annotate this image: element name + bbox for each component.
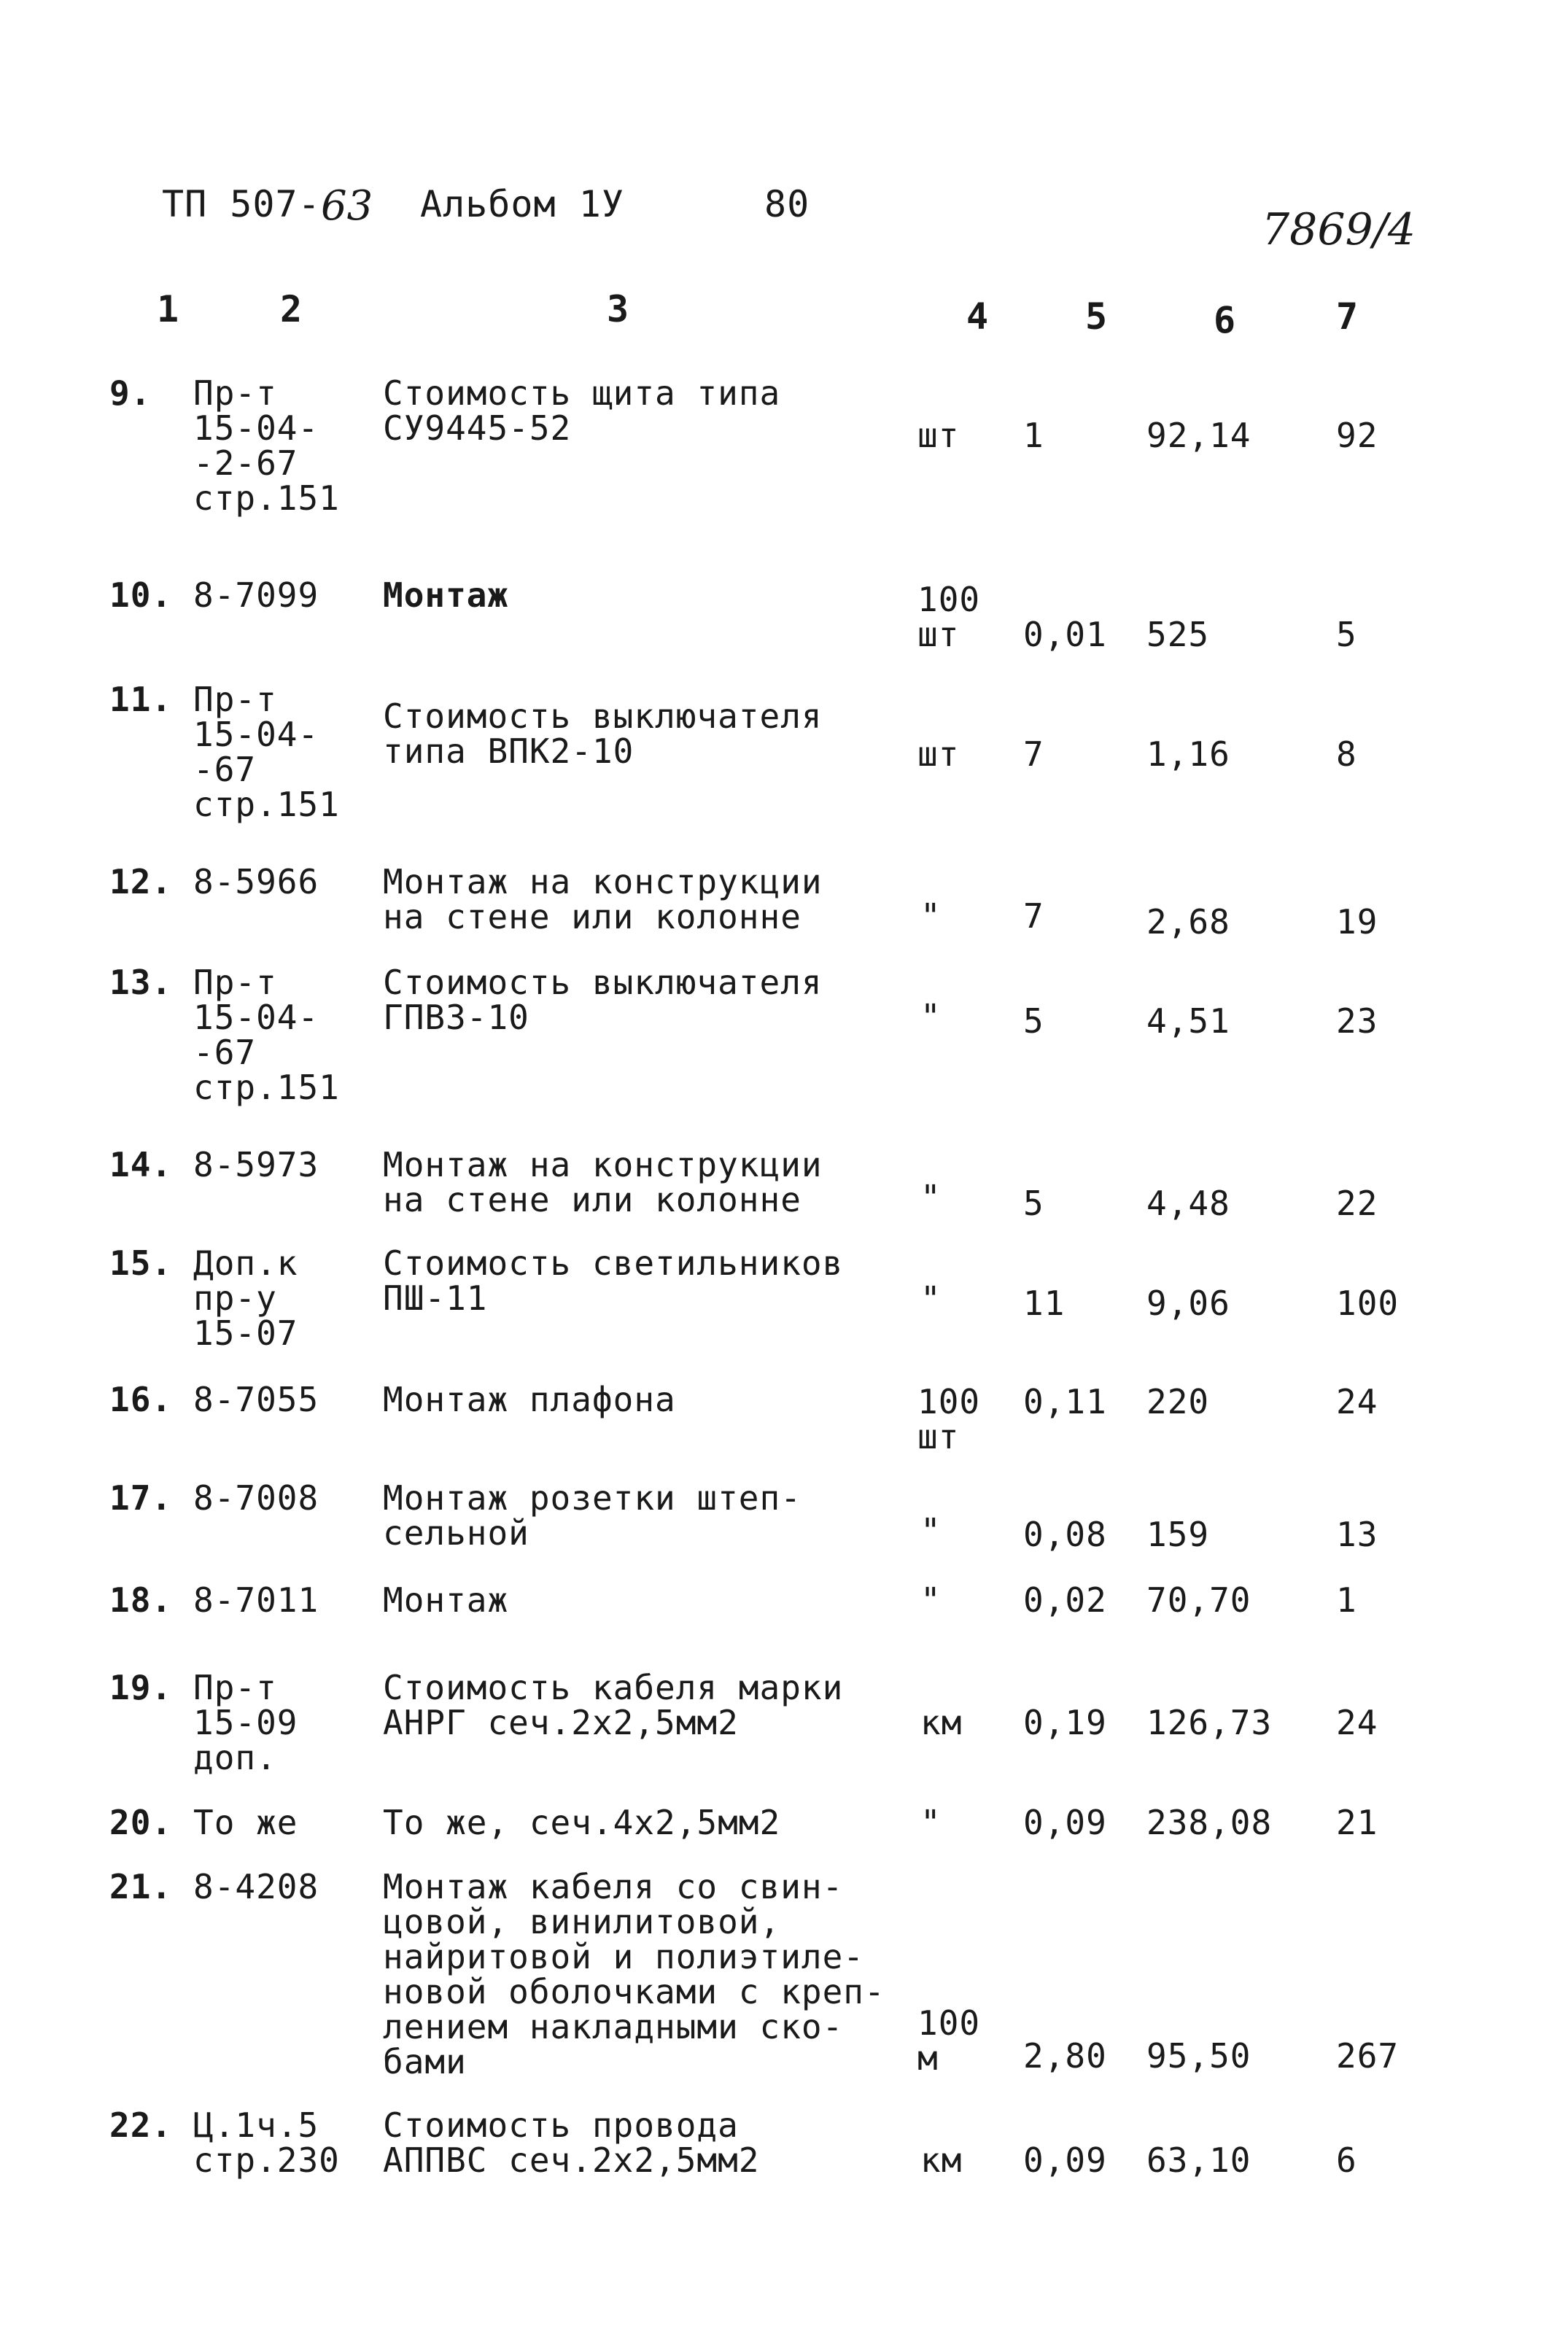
row-total: 24 <box>1336 1703 1378 1742</box>
row-description: Стоимость щита типа СУ9445-52 <box>383 373 781 448</box>
row-description: Монтаж розетки штеп- сельной <box>383 1478 802 1553</box>
row-price: 525 <box>1146 615 1210 654</box>
row-price: 9,06 <box>1146 1284 1230 1323</box>
row-unit: " <box>920 1279 942 1319</box>
row-unit: 100 м <box>917 2003 981 2078</box>
row-quantity: 0,19 <box>1023 1703 1107 1742</box>
row-code: Пр-т 15-04- -67 стр.151 <box>193 680 340 824</box>
row-code: Пр-т 15-09 доп. <box>193 1668 298 1777</box>
doc-number-handwritten: 63 <box>321 182 373 230</box>
row-total: 13 <box>1336 1515 1378 1554</box>
doc-prefix: ТП 507- <box>162 183 321 225</box>
row-code: Пр-т 15-04- -2-67 стр.151 <box>193 373 340 518</box>
row-description: Стоимость кабеля марки АНРГ сеч.2х2,5мм2 <box>383 1668 844 1742</box>
row-description: Монтаж кабеля со свин- цовой, винилитовой, найритовой и полиэтиле- новой оболочками с креп- лением накладными ско- бами <box>383 1867 885 2081</box>
row-code: То же <box>193 1803 298 1842</box>
album-label: Альбом 1У <box>420 183 624 225</box>
row-total: 8 <box>1336 734 1357 774</box>
row-code: Ц.1ч.5 стр.230 <box>193 2105 340 2180</box>
row-number: 10. <box>109 575 173 615</box>
row-description: Стоимость выключателя типа ВПК2-10 <box>383 696 823 771</box>
row-unit: шт <box>917 416 960 455</box>
row-quantity: 1 <box>1023 416 1044 455</box>
row-total: 24 <box>1336 1382 1378 1421</box>
row-quantity: 0,01 <box>1023 615 1107 654</box>
row-total: 1 <box>1336 1580 1357 1620</box>
row-total: 21 <box>1336 1803 1378 1842</box>
row-quantity: 2,80 <box>1023 2036 1107 2076</box>
row-total: 5 <box>1336 615 1357 654</box>
row-number: 17. <box>109 1478 173 1518</box>
row-unit: " <box>920 1178 942 1217</box>
row-total: 92 <box>1336 416 1378 455</box>
row-code: Доп.к пр-у 15-07 <box>193 1243 298 1353</box>
row-price: 4,48 <box>1146 1184 1230 1223</box>
row-number: 15. <box>109 1243 173 1283</box>
row-quantity: 11 <box>1023 1284 1066 1323</box>
reference-number-handwritten: 7869/4 <box>1262 204 1416 255</box>
row-price: 2,68 <box>1146 902 1230 942</box>
row-number: 14. <box>109 1145 173 1184</box>
row-description: То же, сеч.4х2,5мм2 <box>383 1803 781 1842</box>
row-description: Монтаж <box>383 1580 509 1620</box>
row-unit: " <box>920 997 942 1036</box>
row-unit: км <box>920 1703 963 1742</box>
row-quantity: 0,08 <box>1023 1515 1107 1554</box>
row-description: Монтаж плафона <box>383 1380 676 1419</box>
column-header-4: 4 <box>966 295 989 338</box>
row-unit: " <box>920 1580 942 1620</box>
row-price: 70,70 <box>1146 1580 1251 1620</box>
row-description: Стоимость провода АППВС сеч.2х2,5мм2 <box>383 2105 760 2180</box>
row-number: 9. <box>109 373 152 413</box>
column-header-5: 5 <box>1085 295 1108 338</box>
row-description: Стоимость светильников ПШ-11 <box>383 1243 844 1318</box>
row-price: 220 <box>1146 1382 1210 1421</box>
row-total: 267 <box>1336 2036 1400 2076</box>
row-quantity: 7 <box>1023 734 1044 774</box>
row-unit: км <box>920 2140 963 2180</box>
row-description: Стоимость выключателя ГПВЗ-10 <box>383 963 823 1037</box>
row-quantity: 5 <box>1023 1184 1044 1223</box>
row-unit: " <box>920 896 942 936</box>
row-description: Монтаж на конструкции на стене или колонне <box>383 1145 823 1219</box>
column-header-2: 2 <box>280 288 303 330</box>
row-description: Монтаж на конструкции на стене или колонне <box>383 862 823 936</box>
row-number: 13. <box>109 963 173 1002</box>
row-unit: шт <box>917 734 960 774</box>
column-header-6: 6 <box>1214 299 1236 341</box>
row-code: Пр-т 15-04- -67 стр.151 <box>193 963 340 1107</box>
row-code: 8-7011 <box>193 1580 319 1620</box>
row-total: 100 <box>1336 1284 1400 1323</box>
row-price: 159 <box>1146 1515 1210 1554</box>
row-code: 8-4208 <box>193 1867 319 1906</box>
row-description: Монтаж <box>383 575 509 615</box>
row-price: 63,10 <box>1146 2140 1251 2180</box>
row-quantity: 0,09 <box>1023 2140 1107 2180</box>
row-number: 21. <box>109 1867 173 1906</box>
row-number: 22. <box>109 2105 173 2145</box>
row-number: 11. <box>109 680 173 719</box>
row-unit: 100 шт <box>917 580 981 654</box>
row-code: 8-7055 <box>193 1380 319 1419</box>
row-price: 92,14 <box>1146 416 1251 455</box>
row-quantity: 0,02 <box>1023 1580 1107 1620</box>
row-code: 8-7008 <box>193 1478 319 1518</box>
row-quantity: 0,11 <box>1023 1382 1107 1421</box>
row-number: 12. <box>109 862 173 901</box>
row-total: 22 <box>1336 1184 1378 1223</box>
row-price: 1,16 <box>1146 734 1230 774</box>
row-number: 18. <box>109 1580 173 1620</box>
page-number: 80 <box>764 183 810 225</box>
row-total: 23 <box>1336 1001 1378 1041</box>
row-total: 6 <box>1336 2140 1357 2180</box>
row-price: 238,08 <box>1146 1803 1273 1842</box>
row-quantity: 0,09 <box>1023 1803 1107 1842</box>
column-header-1: 1 <box>157 288 179 330</box>
row-price: 126,73 <box>1146 1703 1273 1742</box>
row-total: 19 <box>1336 902 1378 942</box>
column-header-7: 7 <box>1336 295 1359 338</box>
row-code: 8-5966 <box>193 862 319 901</box>
row-unit: " <box>920 1511 942 1550</box>
row-number: 16. <box>109 1380 173 1419</box>
row-price: 4,51 <box>1146 1001 1230 1041</box>
row-unit: 100 шт <box>917 1382 981 1456</box>
row-quantity: 5 <box>1023 1001 1044 1041</box>
row-number: 19. <box>109 1668 173 1707</box>
row-number: 20. <box>109 1803 173 1842</box>
row-code: 8-5973 <box>193 1145 319 1184</box>
row-price: 95,50 <box>1146 2036 1251 2076</box>
row-quantity: 7 <box>1023 896 1044 936</box>
row-code: 8-7099 <box>193 575 319 615</box>
row-unit: " <box>920 1803 942 1842</box>
column-header-3: 3 <box>607 288 629 330</box>
